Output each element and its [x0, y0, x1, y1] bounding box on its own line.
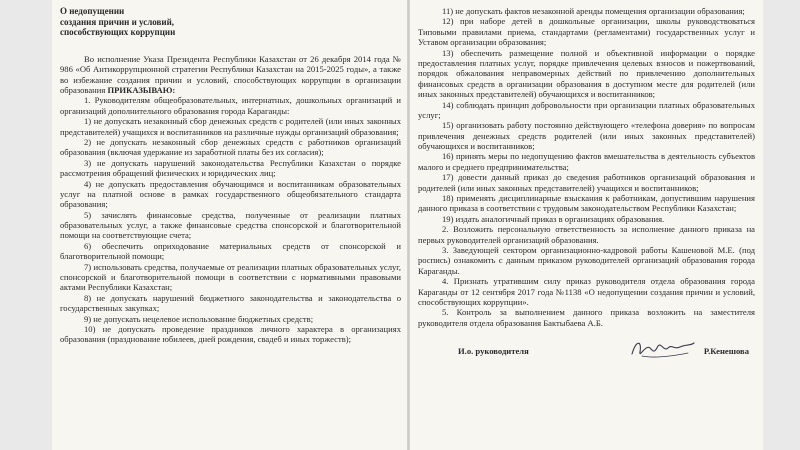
title-line-3: способствующих коррупции: [60, 27, 176, 38]
right-paragraphs: [418, 6, 755, 328]
intro-paragraph: Во исполнение Указа Президента Республики Казахстан от 26 декабря 2014 года № 986 «Об Антикоррупционной стратегии Республики Казахстан на 2015-2025 годы», а также во избежание создания причин и условий, способствующих коррупции в организации образования ПРИКАЗЫВАЮ:: [60, 53, 401, 95]
paragraph: 5) зачислять финансовые средства, полученные от реализации платных образовательных услуг, а также финансовые средства спонсорской и благотворительной помощи на соответствующие счета;: [60, 209, 401, 241]
paragraph: 18) применять дисциплинарные взыскания к работникам, допустившим нарушения данного приказа в соответствии с трудовым законодательством Республики Казахстан;: [418, 193, 755, 214]
title-line-1: О недопущении: [60, 6, 125, 16]
paragraph: 4. Признать утратившим силу приказ руководителя отдела образования города Караганды от 12 сентября 2017 года №1138 «О недопущении создания причин и условий, способствующих коррупции».: [418, 276, 755, 307]
signature-block: [418, 338, 755, 364]
paragraph: 2. Возложить персональную ответственность за исполнение данного приказа на первых руководителей организаций образования.: [418, 224, 755, 245]
paragraph: 19) издать аналогичный приказ в организациях образования.: [442, 213, 665, 224]
paragraph: 16) принять меры по недопущению фактов вмешательства в деятельность субъектов малого и среднего предпринимательства;: [418, 151, 755, 172]
paragraph: 1) не допускать незаконный сбор денежных средств с родителей (или иных законных представителей) учащихся и воспитанников на различные нужды организаций образования;: [60, 116, 401, 137]
paragraph: 6) обеспечить оприходование материальных средств от спонсорской и благотворительной помощи;: [60, 240, 401, 262]
order-keyword: ПРИКАЗЫВАЮ:: [107, 85, 176, 95]
paragraph: 3. Заведующей сектором организационно-кадровой работы Кашеновой М.Е. (под роспись) ознакомить с данным приказом руководителей организаций образования города Караганды.: [418, 244, 755, 276]
paragraph: 14) соблюдать принцип добровольности при организации платных образовательных услуг;: [418, 99, 755, 120]
paragraph: 3) не допускать нарушений законодательства Республики Казахстан о порядке рассмотрения обращений физических и юридических лиц;: [60, 157, 401, 179]
signatory-position: И.о. руководителя: [458, 346, 529, 357]
paragraph: 15) организовать работу постоянно действующего «телефона доверия» по вопросам привлечения денежных средств родителей (или иных законных представителей) обучающихся и воспитанников;: [418, 120, 755, 152]
left-paragraphs: [60, 95, 401, 344]
paragraph: 8) не допускать нарушений бюджетного законодательства и законодательства о государственных закупках;: [60, 292, 401, 314]
paragraph: 12) при наборе детей в дошкольные организации, школы руководствоваться Типовыми правилами приема, стандартами (регламентами) государственных услуг и Уставом организации образования;: [418, 16, 755, 48]
paragraph: 5. Контроль за выполнением данного приказа возложить на заместителя руководителя отдела образования Бактыбаева А.Б.: [418, 307, 755, 328]
paragraph: 9) не допускать нецелевое использование бюджетных средств;: [84, 313, 314, 324]
title-line-2: создания причин и условий,: [60, 16, 175, 27]
signatory-name: Р.Кенешова: [703, 346, 749, 357]
paragraph: 4) не допускать предоставления обучающимся и воспитанникам образовательных услуг на платной основе в рамках государственного общеобязательного стандарта образования;: [60, 178, 401, 210]
handwritten-signature: [628, 334, 698, 364]
paragraph: 1. Руководителям общеобразовательных, интернатных, дошкольных организаций и организаций дополнительного образования города Караганды:: [60, 95, 401, 116]
document-page-left: [52, 0, 407, 450]
paragraph: 13) обеспечить размещение полной и объективной информации о порядке предоставления платных услуг, порядке привлечения целевых взносов и пожертвований, порядок обжалования неправомерных действий по привлечению дополнительных финансовых средств в организации образования в доступном месте для родителей (или иных законных представителей) обучающихся и воспитанников;: [418, 47, 755, 100]
paragraph: 7) использовать средства, получаемые от реализации платных образовательных услуг, спонсорской и благотворительной помощи в соответствии с нормативными правовыми актами Республики Казахстан;: [60, 261, 401, 293]
paragraph: 17) довести данный приказ до сведения работников организаций образования и родителей (или иных законных представителей) учащихся и воспитанников;: [418, 172, 755, 193]
paragraph: 11) не допускать фактов незаконной аренды помещения организации образования;: [442, 6, 745, 16]
document-page-right: [410, 0, 763, 450]
paragraph: 10) не допускать проведение праздников личного характера в организациях образования (празднование юбилеев, дней рождения, свадеб и иных торжеств);: [60, 323, 401, 345]
paragraph: 2) не допускать незаконный сбор денежных средств с работников организаций образования (включая удержание из заработной платы без их согласия);: [60, 136, 401, 158]
document-title: [60, 6, 401, 38]
